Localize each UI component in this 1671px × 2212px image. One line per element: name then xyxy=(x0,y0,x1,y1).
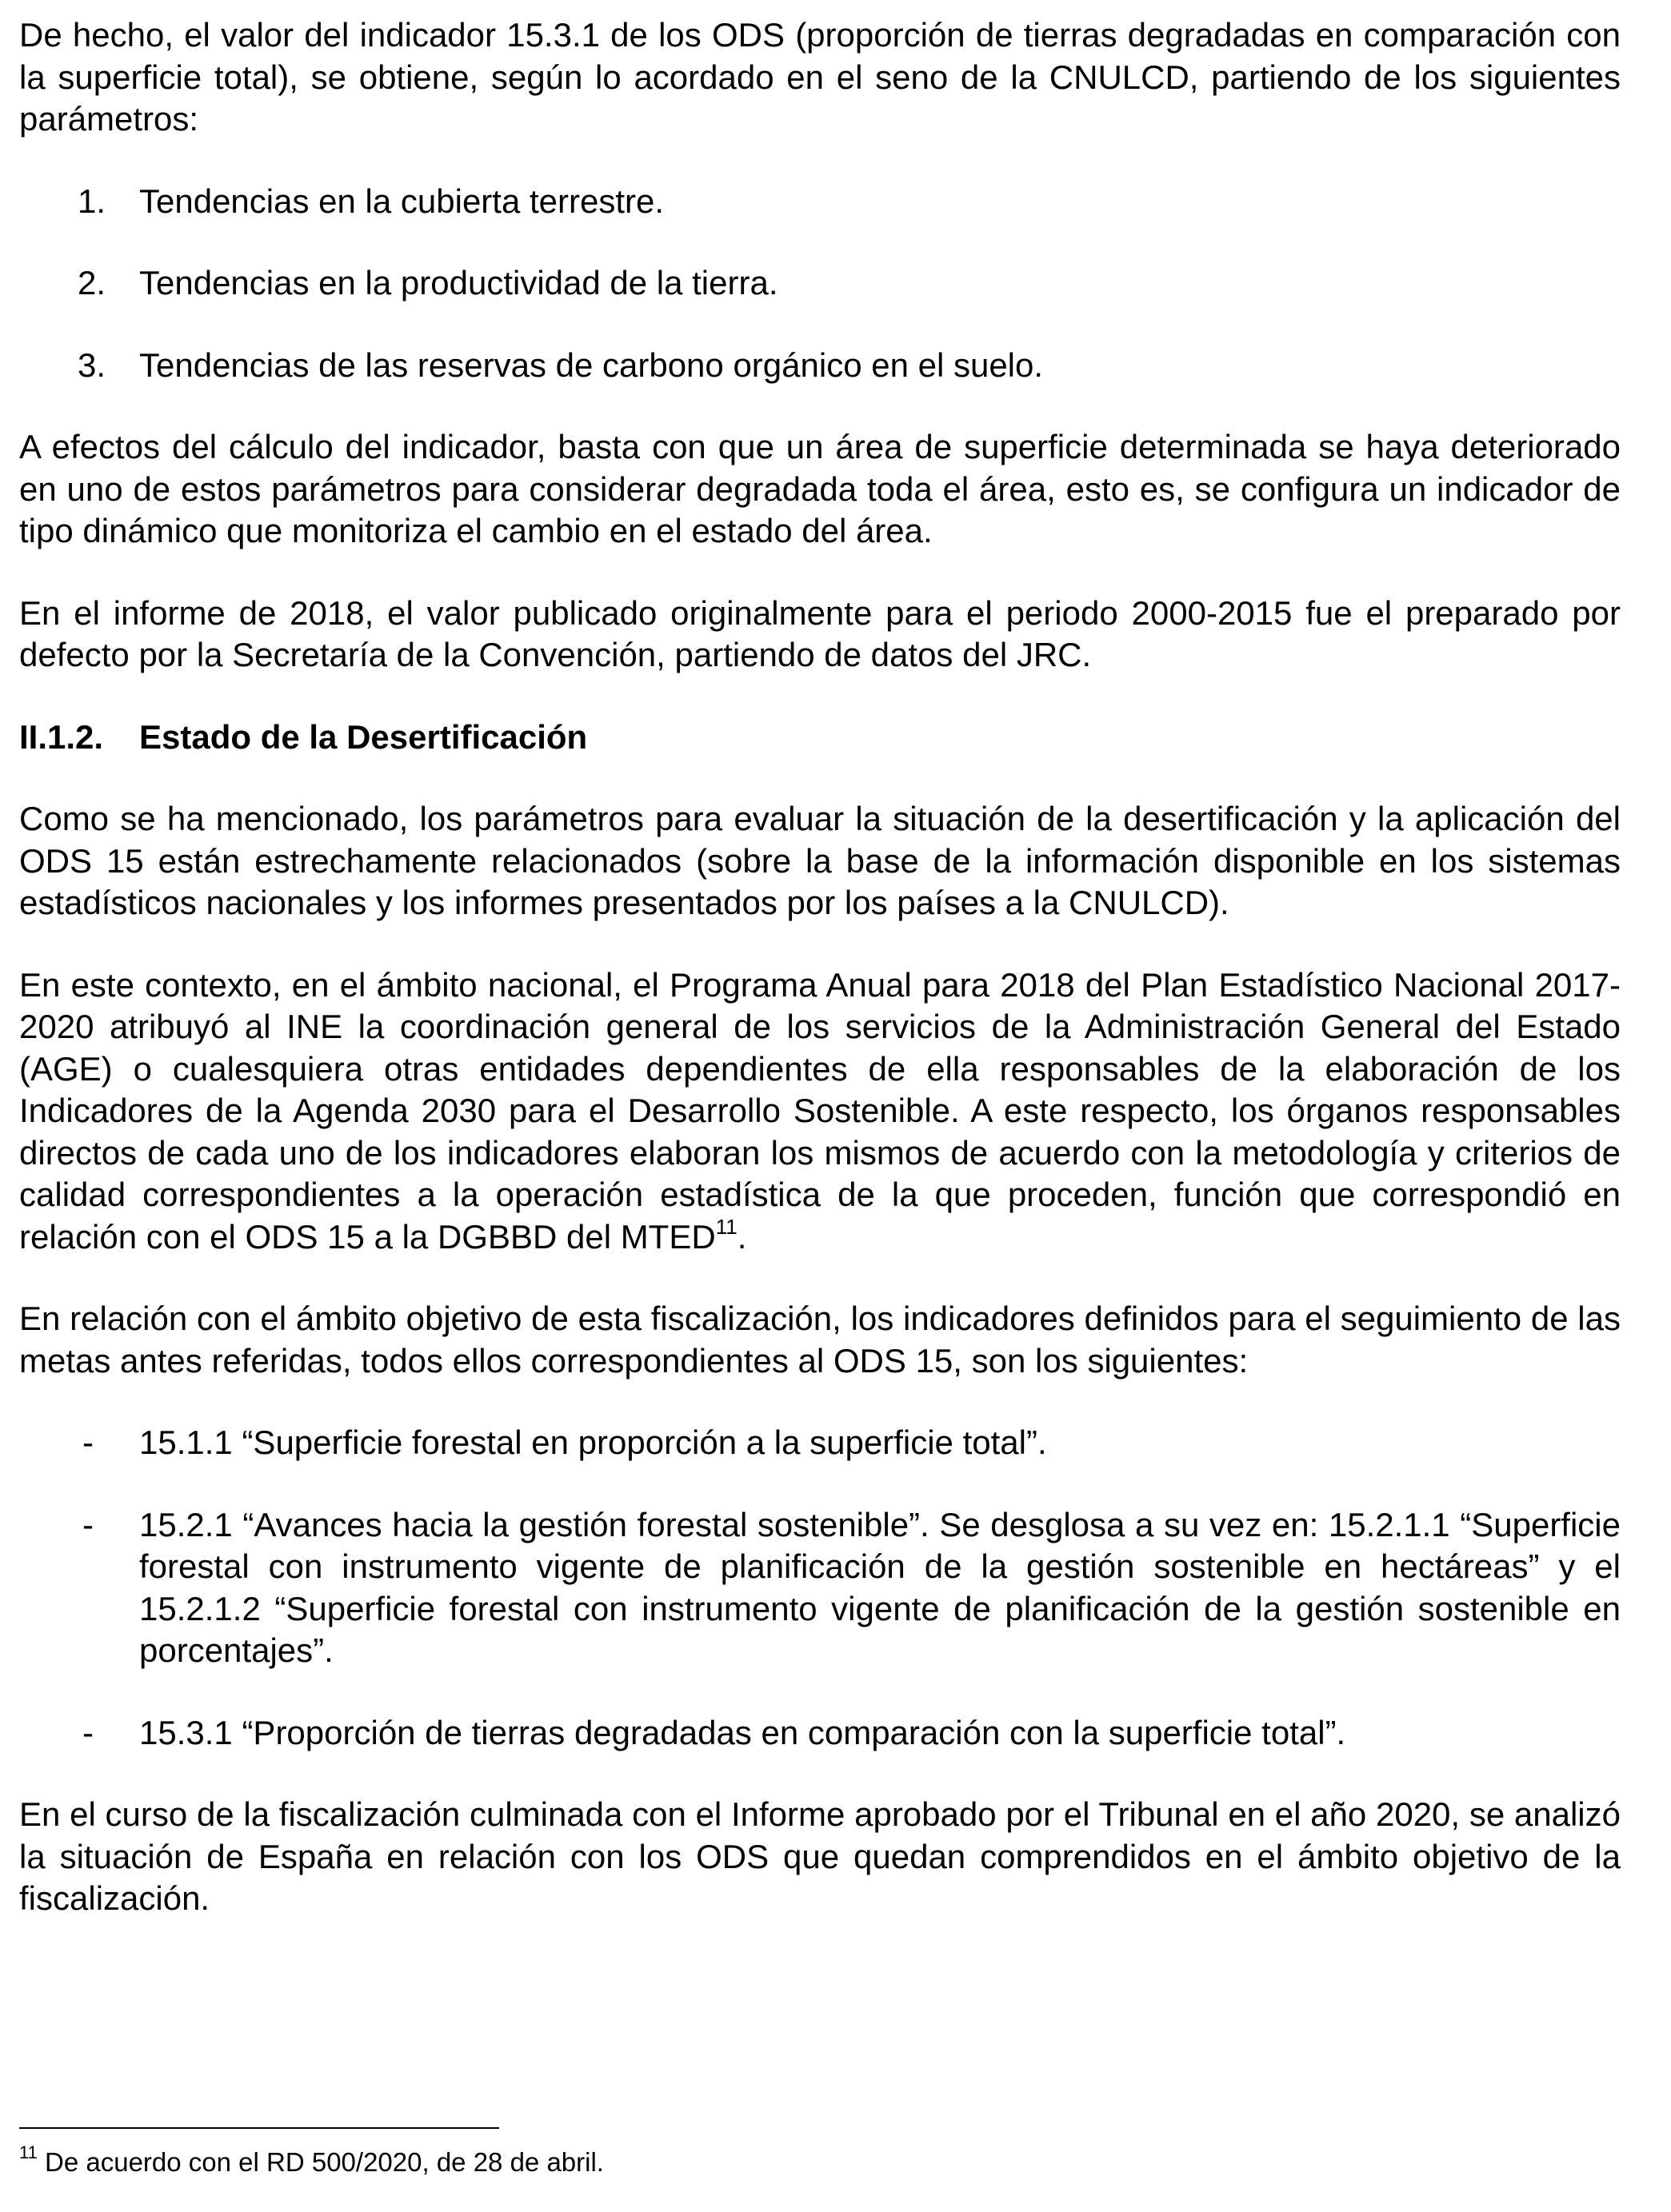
list-item xyxy=(19,1504,1621,1672)
paragraph-national-scope-text: En este contexto, en el ámbito nacional, el Programa Anual para 2018 del Plan Estadístico Nacional 2017-2020 atribuyó al INE la coordinación general de los servicios de la Administración General del Estado (AGE) o cualesquiera otras entidades dependientes de ella responsables de la elaboración de los Indicadores de la Agenda 2030 para el Desarrollo Sostenible. A este respecto, los órganos responsables directos de cada uno de los indicadores elaboran los mismos de acuerdo con la metodología y criterios de calidad correspondientes a la operación estadística de la que proceden, función que correspondió en relación con el ODS 15 a la DGBBD del MTED xyxy=(19,965,1621,1256)
list-item-text: Tendencias de las reservas de carbono orgánico en el suelo. xyxy=(139,345,1044,384)
list-item-text: Tendencias en la productividad de la tierra. xyxy=(139,264,778,301)
list-item-text: 15.3.1 “Proporción de tierras degradadas en comparación con la superficie total”. xyxy=(139,1713,1346,1751)
indicator-list xyxy=(19,1422,1621,1754)
footnote-divider xyxy=(19,2127,499,2129)
footnote-reference[interactable]: 11 xyxy=(715,1214,738,1239)
list-marker: 2. xyxy=(78,264,106,301)
section-title: Estado de la Desertificación xyxy=(139,717,588,756)
paragraph-indicator-intro: De hecho, el valor del indicador 15.3.1 de los ODS (proporción de tierras degradadas en comparación con la superficie total), se obtiene, según lo acordado en el seno de la CNULCD, partiendo de los siguientes parámetros: xyxy=(19,16,1621,138)
footnote xyxy=(19,2142,604,2179)
list-item xyxy=(19,262,1621,305)
footnote-text: De acuerdo con el RD 500/2020, de 28 de abril. xyxy=(45,2147,604,2177)
list-item xyxy=(19,345,1621,387)
section-heading xyxy=(19,717,1621,759)
parameter-list xyxy=(19,181,1621,387)
dash-marker: - xyxy=(82,1713,94,1751)
dash-marker: - xyxy=(82,1505,94,1543)
list-item-text: Tendencias en la cubierta terrestre. xyxy=(139,182,665,220)
dash-marker: - xyxy=(82,1423,94,1461)
paragraph-national-scope xyxy=(19,964,1621,1259)
document-page xyxy=(19,14,1621,1920)
paragraph-report-2018: En el informe de 2018, el valor publicado originalmente para el periodo 2000-2015 fue el preparado por defecto por la Secretaría de la Convención, partiendo de datos del JRC. xyxy=(19,593,1621,673)
list-item-text: 15.2.1 “Avances hacia la gestión forestal sostenible”. Se desglosa a su vez en: 15.2.1.1 “Superficie forestal con instrumento vigente de planificación de la gestión sostenible en hectáreas” y el 15.2.1.2 “Superficie forestal con instrumento vigente de planificación de la gestión sostenible en porcentajes”. xyxy=(139,1505,1621,1669)
section-number: II.1.2. xyxy=(19,717,104,756)
footnote-number: 11 xyxy=(19,2142,38,2162)
paragraph-calculation: A efectos del cálculo del indicador, basta con que un área de superficie determinada se haya deteriorado en uno de estos parámetros para considerar degradada toda el área, esto es, se configura un indicador de tipo dinámico que monitoriza el cambio en el estado del área. xyxy=(19,428,1621,549)
list-item xyxy=(19,1712,1621,1755)
list-marker: 3. xyxy=(78,345,106,384)
paragraph-conclusion: En el curso de la fiscalización culminada con el Informe aprobado por el Tribunal en el año 2020, se analizó la situación de España en relación con los ODS que quedan comprendidos en el ámbito objetivo de la fiscalización. xyxy=(19,1795,1621,1917)
paragraph-indicators-intro: En relación con el ámbito objetivo de esta fiscalización, los indicadores definidos para el seguimiento de las metas antes referidas, todos ellos correspondientes al ODS 15, son los siguientes: xyxy=(19,1300,1621,1380)
list-item xyxy=(19,1422,1621,1464)
list-marker: 1. xyxy=(78,182,106,220)
paragraph-desertification-context: Como se ha mencionado, los parámetros para evaluar la situación de la desertificación y la aplicación del ODS 15 están estrechamente relacionados (sobre la base de la información disponible en los sistemas estadísticos nacionales y los informes presentados por los países a la CNULCD). xyxy=(19,800,1621,921)
list-item-text: 15.1.1 “Superficie forestal en proporción a la superficie total”. xyxy=(139,1423,1047,1461)
list-item xyxy=(19,181,1621,223)
paragraph-end-punctuation: . xyxy=(737,1217,747,1256)
